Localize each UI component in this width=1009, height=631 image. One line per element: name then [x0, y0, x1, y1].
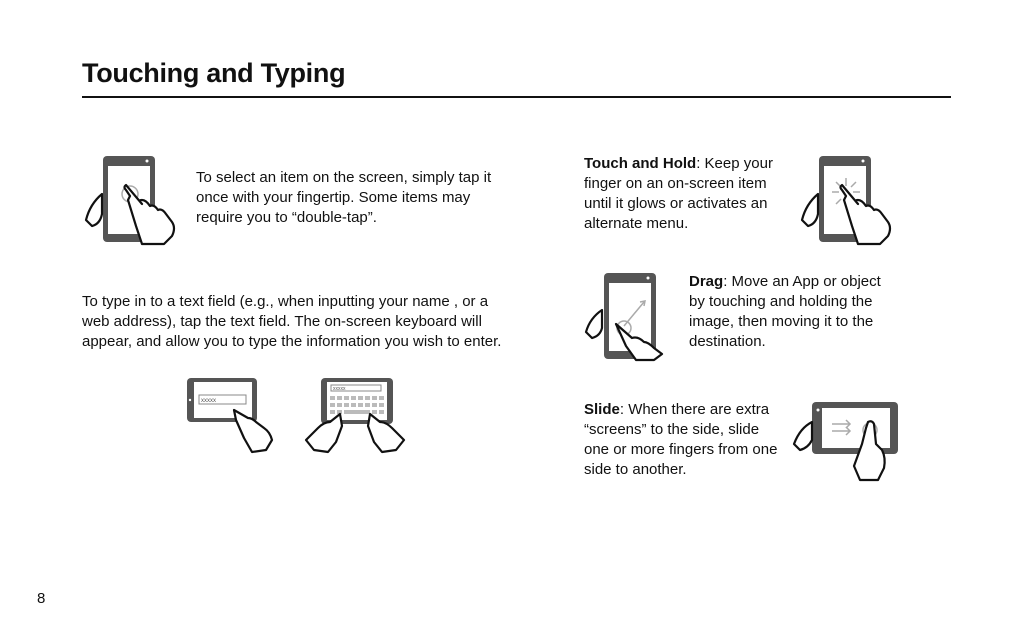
slide-illustration — [788, 400, 900, 482]
tap-description: To select an item on the screen, simply tap it once with your fingertip. Some items may require you to “double-tap”. — [196, 169, 492, 226]
page-title: Touching and Typing — [82, 58, 346, 88]
text-field-illustration — [186, 376, 282, 454]
text-field-value: xxxxx — [201, 398, 216, 404]
slide-description: Slide: When there are extra “screens” to the side, slide one or more fingers from one side to another. — [584, 401, 778, 478]
touch-hold-description: Touch and Hold: Keep your finger on an on-screen item until it glows or activates an alternate menu. — [584, 155, 773, 232]
keyboard-illustration — [300, 376, 412, 454]
tap-illustration — [80, 152, 190, 247]
drag-description: Drag: Move an App or object by touching and holding the image, then moving it to the destination. — [689, 273, 881, 350]
title-divider — [82, 96, 951, 98]
drag-label: Drag — [689, 273, 724, 290]
type-description: To type in to a text field (e.g., when inputting your name , or a web address), tap the text field. The on-screen keyboard will appear, and allow you to type the information you wish to enter. — [82, 293, 502, 350]
page-number: 8 — [37, 590, 46, 607]
touch-hold-label: Touch and Hold — [584, 155, 697, 172]
keyboard-field-value: xxxxx — [333, 386, 346, 392]
drag-illustration — [582, 270, 666, 362]
slide-label: Slide — [584, 401, 620, 418]
touch-hold-illustration — [796, 152, 906, 247]
